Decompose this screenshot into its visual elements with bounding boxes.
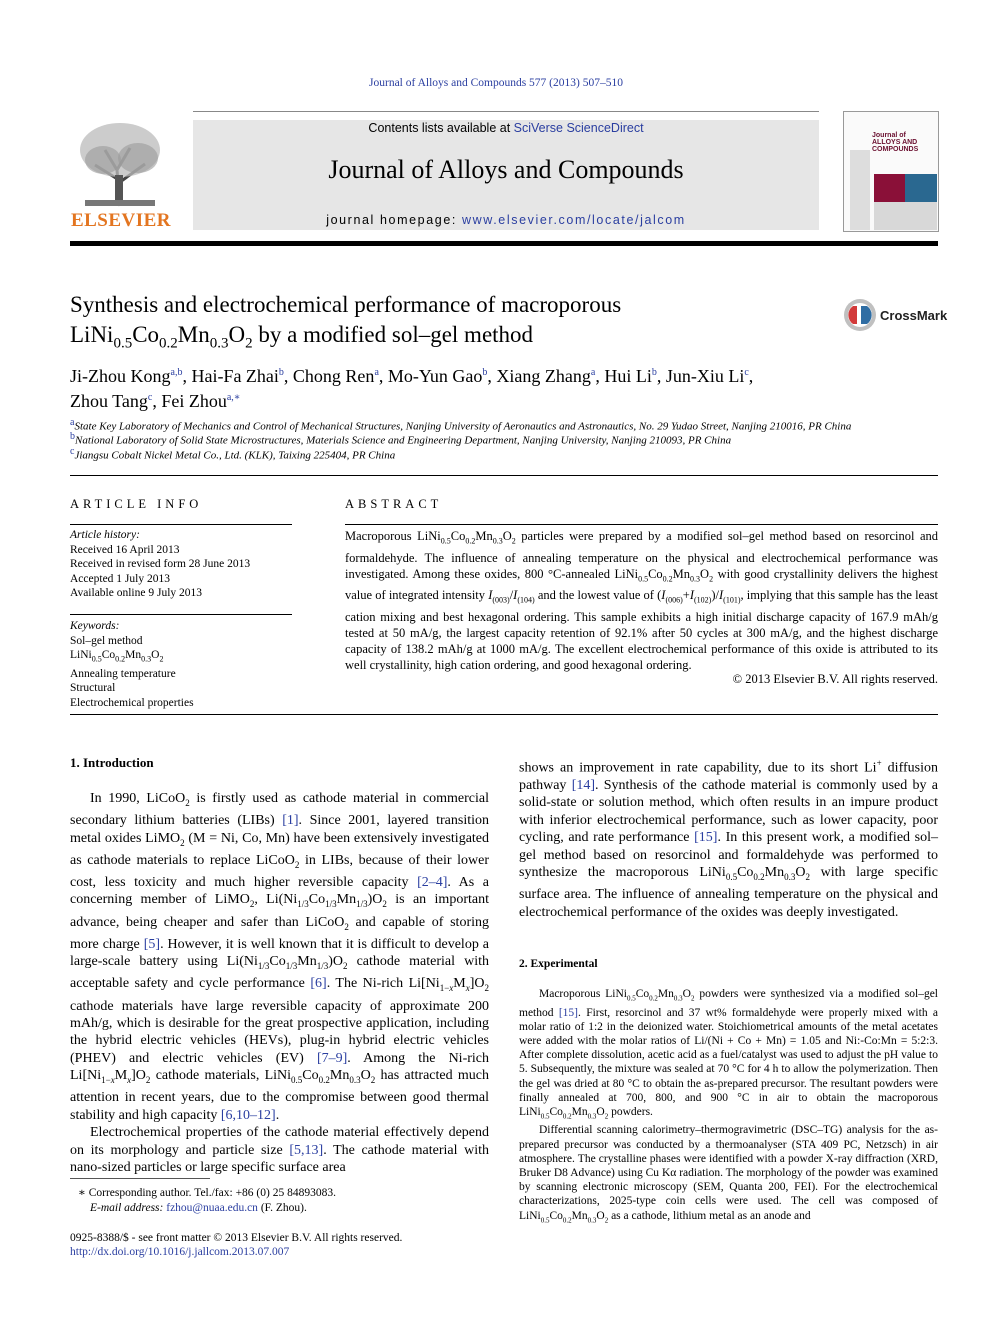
email-suffix: (F. Zhou). — [257, 1202, 307, 1214]
keyword: Electrochemical properties — [70, 696, 194, 709]
author[interactable] — [666, 366, 749, 386]
doi-link[interactable]: http://dx.doi.org/10.1016/j.jallcom.2013.07.007 — [70, 1246, 290, 1258]
divider — [70, 475, 938, 476]
author-name: Chong Ren — [292, 366, 375, 386]
citation-link[interactable]: [6] — [310, 976, 327, 992]
paragraph: Differential scanning calorimetry–thermogravimetric (DSC–TG) analysis for the as-prepared precursor was conducted by a thermoanalyser (STA 409 PC, Netzsch) in air atmosphere. The crystalline phases were identified with a powder X-ray diffraction (XRD, Bruker D8 Advance) using Cu Kα radiation. The morphology of the powder was examined by scanning electronic microscopy (SEM, Quanta 200, FEI). For the electrochemical characterizations, 2025-type coin cells were used. The cell was composed of $LiNi_{0.5}Co_{0.2}Mn_{0.3}O_2$ as a cathode, lithium metal as an anode and — [519, 1124, 938, 1224]
contents-line — [193, 121, 819, 135]
affiliation — [70, 431, 938, 447]
author-name: Hai-Fa Zhai — [191, 366, 279, 386]
author-name: Hui Li — [604, 366, 652, 386]
keywords — [70, 619, 292, 710]
paragraph: In 1990, LiCoO$_2$ is firstly used as cathode material in commercial secondary lithium batteries (LIBs) [1]. Since 2001, layered transition metal oxides LiMO$_2$ (M = Ni, Co, Mn) have been extensively investigated as cathode materials to replace LiCoO$_2$ in LIBs, because of their lower cost, less toxicity and much higher reversible capacity [2–4]. As a concerning member of LiMO$_2$, $Li(Ni_{1/3}Co_{1/3}Mn_{1/3})O_2$ is an important advance, being cheaper and safer than LiCoO$_2$ and capable of storing more charge [5]. However, it is well known that it is difficult to develop a large-scale battery using $Li(Ni_{1/3}Co_{1/3}Mn_{1/3})O_2$ cathode material with acceptable safety and cycle performance [6]. The Ni-rich $Li[Ni_{1-x}M_x]O_2$ cathode materials have large reversible capacity of approximate 200 mAh/g, which is desirable for the great prospective application, including the hybrid electric vehicles (HEVs), plug-in hybrid electric vehicles (PHEV) and electric vehicles (EV) [7–9]. Among the Ni-rich $Li[Ni_{1-x}M_x]O_2$ cathode materials, $LiNi_{0.5}Co_{0.2}Mn_{0.3}O_2$ has attracted much attention in recent years, due to the compromise between good thermal stability and high capacity [6,10–12]. — [70, 791, 490, 1123]
divider — [70, 614, 292, 615]
author-affil-sup[interactable]: a,∗ — [226, 392, 241, 403]
title-line-2: $LiNi_{0.5}Co_{0.2}Mn_{0.3}O_2$ by a modified sol–gel method — [70, 322, 534, 352]
crossmark-label[interactable]: CrossMark — [880, 308, 948, 323]
homepage-link[interactable]: www.elsevier.com/locate/jalcom — [462, 213, 686, 227]
author-affil-sup[interactable]: a — [590, 367, 596, 378]
author[interactable] — [191, 366, 283, 386]
article-info-heading: ARTICLE INFO — [70, 497, 203, 511]
paragraph: shows an improvement in rate capability, due to its short Li+ diffusion pathway [14]. Synthesis of the cathode material is commonly used by a solid-state or solution method, which often results in an impure product with inferior electrochemical performance, such as lower capacity, poor cycling, and rate performance [15]. In this present work, a modified sol–gel method based on resorcinol and formaldehyde was performed to synthesize the macroporous $LiNi_{0.5}Co_{0.2}Mn_{0.3}O_2$ with large specific surface area. The influence of annealing temperature on the physical and electrochemical performance of the oxides was deeply investigated. — [519, 758, 938, 920]
header-bottom-rule — [70, 241, 938, 246]
corresponding-author-note — [70, 1186, 490, 1201]
keyword: Annealing temperature — [70, 667, 176, 680]
citation-link[interactable]: [6,10–12] — [220, 1107, 276, 1123]
experimental-heading: 2. Experimental — [519, 958, 598, 970]
homepage-prefix: journal homepage: — [326, 213, 463, 227]
footnote-rule — [70, 1178, 210, 1179]
email-label: E-mail address: — [90, 1202, 164, 1214]
author[interactable] — [604, 366, 657, 386]
crossmark-icon[interactable] — [843, 298, 877, 332]
paragraph: Electrochemical properties of the cathode material effectively depend on its morphology and particle size [5,13]. The cathode material with nano-sized particles or large specific surface area — [70, 1125, 489, 1176]
author-name: Jun-Xiu Li — [665, 366, 745, 386]
author[interactable] — [496, 366, 595, 386]
citation-link[interactable]: [5] — [143, 936, 161, 952]
keyword: Sol–gel method — [70, 634, 143, 647]
affiliation-key: a — [70, 417, 75, 428]
keywords-label: Keywords: — [70, 620, 120, 632]
cover-title: Journal of ALLOYS AND COMPOUNDS — [872, 132, 919, 153]
author-affil-sup[interactable]: b — [651, 367, 657, 378]
author[interactable] — [388, 366, 488, 386]
author-name: Fei Zhou — [161, 391, 227, 411]
author-name: Xiang Zhang — [496, 366, 591, 386]
author-affil-sup[interactable]: a — [374, 367, 379, 378]
affiliation-key: c — [70, 446, 75, 457]
author[interactable] — [293, 366, 379, 386]
intro-heading: 1. Introduction — [70, 755, 154, 770]
history-item: Received in revised form 28 June 2013 — [70, 558, 251, 570]
authors-line-2: Zhou Tang$^c$, Fei Zhou$^{a,∗}$ — [70, 391, 241, 411]
cover-sidebar — [850, 150, 870, 230]
affiliation — [70, 446, 938, 462]
author[interactable] — [70, 366, 182, 386]
abstract-heading: ABSTRACT — [345, 497, 443, 511]
journal-title: Journal of Alloys and Compounds — [328, 155, 684, 184]
cover-gray-block — [874, 202, 937, 230]
corresponding-text: Corresponding author. Tel./fax: +86 (0) 25 84893083. — [88, 1187, 336, 1199]
email-link[interactable]: fzhou@nuaa.edu.cn — [166, 1202, 258, 1214]
citation-link[interactable]: [15] — [558, 1006, 578, 1019]
copyright-notice: © 2013 Elsevier B.V. All rights reserved. — [732, 672, 938, 686]
sciencedirect-link[interactable]: SciVerse ScienceDirect — [513, 121, 644, 135]
intro-body-left — [70, 790, 489, 1177]
history-item: Accepted 1 July 2013 — [70, 572, 170, 585]
author-affil-sup[interactable]: b — [278, 367, 284, 378]
journal-cover-thumbnail — [843, 111, 939, 232]
keyword: $LiNi_{0.5}Co_{0.2}Mn_{0.3}O_2$ — [70, 649, 164, 664]
divider — [70, 524, 292, 525]
divider — [70, 714, 938, 715]
author-name: Mo-Yun Gao — [387, 366, 483, 386]
paragraph: Macroporous $LiNi_{0.5}Co_{0.2}Mn_{0.3}O_2$ powders were synthesized via a modified sol–gel method [15]. First, resorcinol and 37 wt% formaldehyde were properly mixed with a molar ratio of 1:2 in the deionized water. Stoichiometrical amounts of the metal acetates were added with the molar ratios of Li/(Ni + Co + Mn) = 1.05 and Ni:-Co:Mn = 5:2:3. After complete dissolution, acetic acid as a fuel/catalyst was used to adjust the pH value to 5. Subsequently, the mixture was sealed at 70 °C for 4 h to allow the polymerization. Then the gel was dried at 80 °C to obtain the as-prepared precursor. The resultant powders were finally annealed at 700, 800, and 900 °C in air to obtain the macroporous $LiNi_{0.5}Co_{0.2}Mn_{0.3}O_2$ powders. — [519, 988, 939, 1121]
affiliation-text: National Laboratory of Solid State Microstructures, Materials Science and Engineering Department, Nanjing University, Nanjing 210093, PR China — [75, 434, 732, 447]
cover-red-block — [874, 174, 905, 202]
experimental-body — [519, 987, 938, 1227]
authors-line-1: Ji-Zhou Kong$^{a,b}$, Hai-Fa Zhai$^b$, Chong Ren$^a$, Mo-Yun Gao$^b$, Xiang Zhang$^a$, Hui Li$^b$, Jun-Xiu Li$^c$, — [70, 366, 754, 386]
article-title — [70, 290, 810, 359]
journal-reference[interactable]: Journal of Alloys and Compounds 577 (2013) 507–510 — [369, 77, 623, 89]
citation-link[interactable]: [2–4] — [417, 875, 448, 891]
keyword: Structural — [70, 682, 116, 695]
author-affil-sup[interactable]: c — [744, 367, 749, 378]
divider — [345, 524, 938, 525]
article-history — [70, 528, 292, 601]
author-name: Zhou Tang — [70, 391, 148, 411]
title-line-1: Synthesis and electrochemical performance of macroporous — [70, 292, 622, 317]
history-item: Available online 9 July 2013 — [70, 587, 203, 599]
citation-link[interactable]: [5,13] — [289, 1142, 324, 1158]
contents-prefix: Contents lists available at — [368, 121, 514, 135]
issn-line: 0925-8388/$ - see front matter © 2013 Elsevier B.V. All rights reserved. — [70, 1232, 403, 1244]
title-line-2-suffix: by a modified sol–gel method — [252, 322, 534, 347]
journal-homepage — [193, 213, 819, 227]
author-affil-sup[interactable]: b — [482, 367, 488, 378]
affiliation-key: b — [70, 431, 75, 442]
abstract-body: Macroporous $LiNi_{0.5}Co_{0.2}Mn_{0.3}O_2$ particles were prepared by a modified sol–gel method based on resorcinol and formaldehyde. The influence of annealing temperature on the physical and electrochemical performance was investigated. Among these oxides, 800 °C-annealed $LiNi_{0.5}Co_{0.2}Mn_{0.3}O_2$ with good crystallinity delivers the highest value of integrated intensity $I_{(003)}/I_{(104)}$ and the lowest value of $(I_{(006)}+I_{(102)})/I_{(101)}$, implying that this sample has the least cation mixing and best hexagonal ordering. This sample exhibits a high initial discharge capacity of 167.9 mAh/g tested at 50 mA/g, the largest capacity retention of 92.1% after 50 cycles at 300 mA/g, and the highest discharge capacity of 138.2 mAh/g at 1000 mA/g. The excellent electrochemical performance of this oxide is attributed to its well crystallinity, high cation ordering, and good hexagonal ordering. — [345, 529, 938, 672]
citation-link[interactable]: [15] — [694, 830, 718, 846]
author[interactable] — [70, 391, 152, 411]
header-top-rule — [193, 111, 819, 112]
author-name: Ji-Zhou Kong — [70, 366, 171, 386]
citation-link[interactable]: [14] — [571, 778, 596, 794]
history-item: Received 16 April 2013 — [70, 543, 180, 556]
affiliation-text: Jiangsu Cobalt Nickel Metal Co., Ltd. (KLK), Taixing 225404, PR China — [74, 449, 396, 462]
author-affil-sup[interactable]: c — [147, 392, 153, 403]
publisher-logo-text: ELSEVIER — [70, 210, 172, 231]
author[interactable] — [161, 391, 240, 411]
intro-body-right — [519, 755, 938, 921]
cover-blue-block — [905, 174, 937, 202]
author-affil-sup[interactable]: a,b — [170, 367, 183, 378]
affiliation-text: State Key Laboratory of Mechanics and Control of Mechanical Structures, Nanjing University of Aeronautics and Astronautics, No. 29 Yudao Street, Nanjing 210016, PR China — [74, 420, 852, 433]
email-note — [70, 1201, 510, 1216]
elsevier-tree-logo-icon — [75, 120, 165, 208]
author-list — [70, 362, 938, 412]
history-label: Article history: — [70, 529, 140, 541]
citation-link[interactable]: [7–9] — [316, 1050, 348, 1066]
citation-link[interactable]: [1] — [282, 813, 299, 829]
asterisk: ∗ — [78, 1187, 89, 1199]
